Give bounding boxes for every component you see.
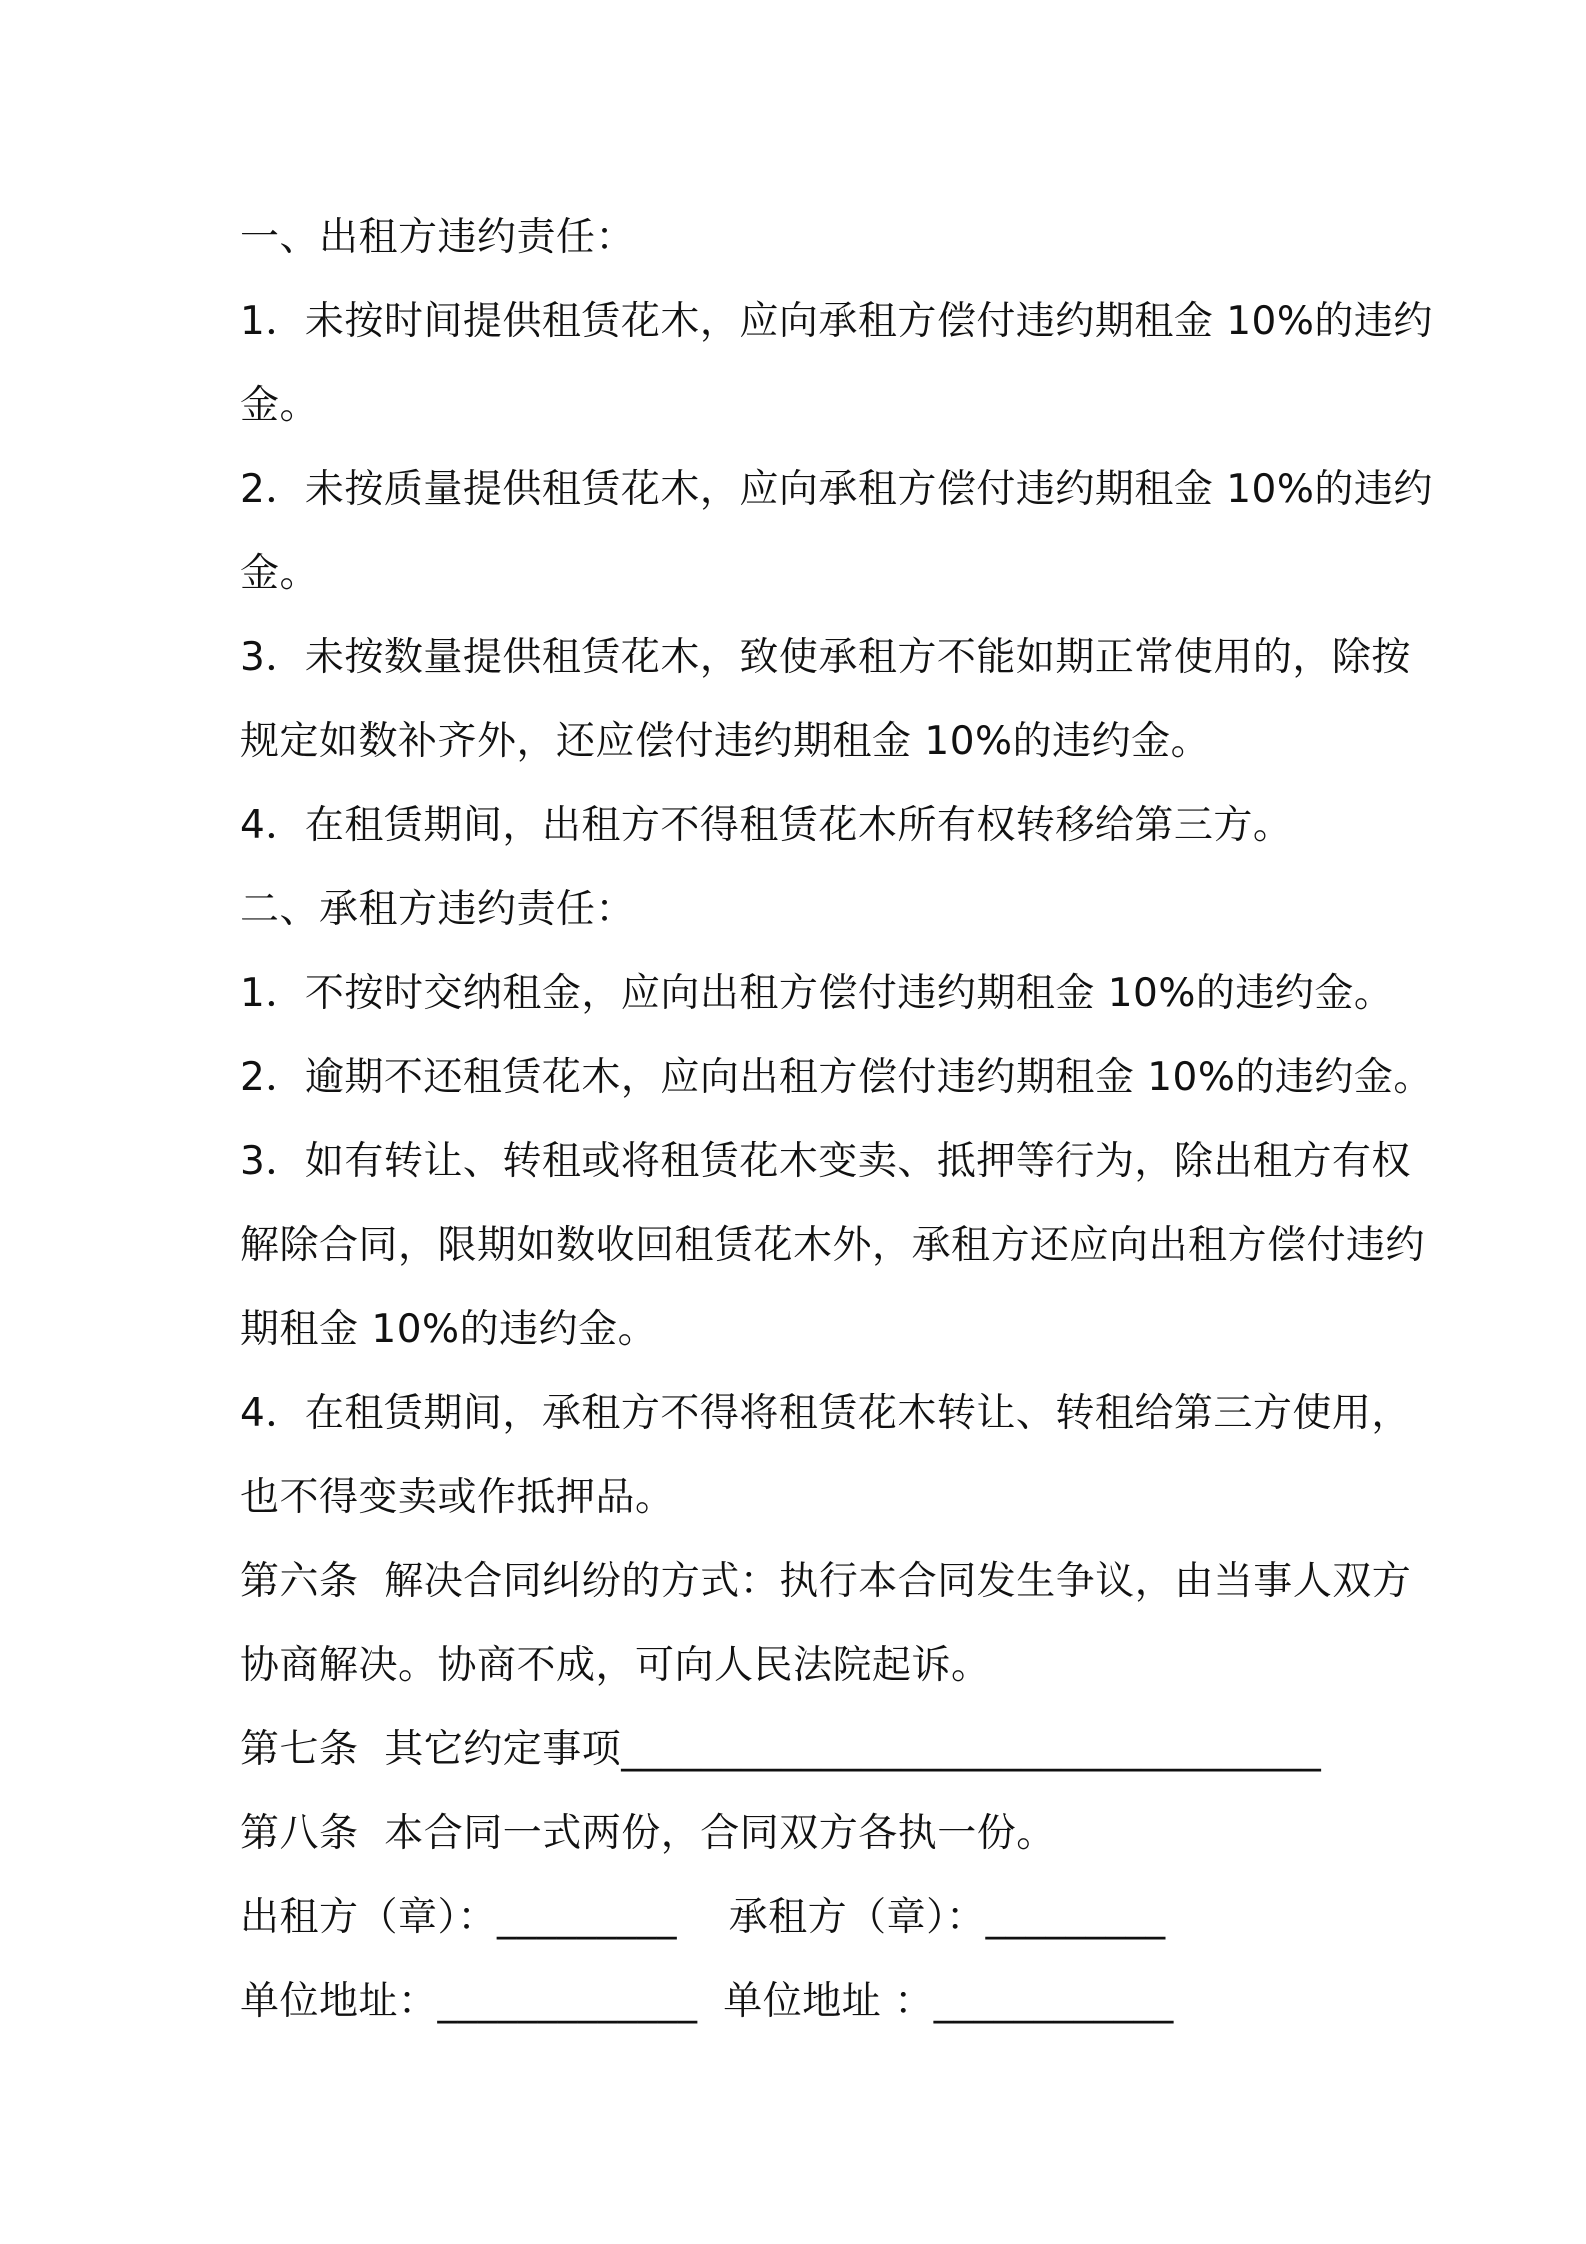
paragraph-line: 金。 xyxy=(240,383,320,428)
paragraph-line: 3．如有转让、转租或将租赁花木变卖、抵押等行为，除出租方有权 xyxy=(240,1139,1411,1184)
paragraph-line: 2．未按质量提供租赁花木，应向承租方偿付违约期租金 10%的违约 xyxy=(240,467,1433,512)
article-six-line: 协商解决。协商不成，可向人民法院起诉。 xyxy=(240,1643,991,1688)
article-eight-line: 第八条 本合同一式两份，合同双方各执一份。 xyxy=(240,1811,1056,1856)
paragraph-line: 4．在租赁期间，承租方不得将租赁花木转让、转租给第三方使用， xyxy=(240,1391,1411,1436)
paragraph-line: 金。 xyxy=(240,551,320,596)
paragraph-line: 规定如数补齐外，还应偿付违约期租金 10%的违约金。 xyxy=(240,719,1211,764)
paragraph-line: 解除合同，限期如数收回租赁花木外，承租方还应向出租方偿付违约 xyxy=(240,1223,1426,1268)
section-heading-lessor-liability: 一、出租方违约责任： xyxy=(240,215,636,260)
section-heading-lessee-liability: 二、承租方违约责任： xyxy=(240,887,636,932)
paragraph-line: 1．未按时间提供租赁花木，应向承租方偿付违约期租金 10%的违约 xyxy=(240,299,1433,344)
paragraph-line: 4．在租赁期间，出租方不得租赁花木所有权转移给第三方。 xyxy=(240,803,1293,848)
paragraph-line: 也不得变卖或作抵押品。 xyxy=(240,1475,675,1520)
article-six-line: 第六条 解决合同纠纷的方式：执行本合同发生争议，由当事人双方 xyxy=(240,1559,1412,1604)
article-seven-line: 第七条 其它约定事项___________________________________ xyxy=(240,1727,1322,1772)
paragraph-line: 期租金 10%的违约金。 xyxy=(240,1307,658,1352)
paragraph-line: 2．逾期不还租赁花木，应向出租方偿付违约期租金 10%的违约金。 xyxy=(240,1055,1433,1100)
signature-line: 出租方（章）：_________ 承租方（章）：_________ xyxy=(240,1895,1166,1940)
address-line: 单位地址：_____________ 单位地址 ：____________ xyxy=(240,1979,1174,2024)
paragraph-line: 3．未按数量提供租赁花木，致使承租方不能如期正常使用的，除按 xyxy=(240,635,1411,680)
document-body xyxy=(240,196,1433,2044)
paragraph-line: 1．不按时交纳租金，应向出租方偿付违约期租金 10%的违约金。 xyxy=(240,971,1394,1016)
